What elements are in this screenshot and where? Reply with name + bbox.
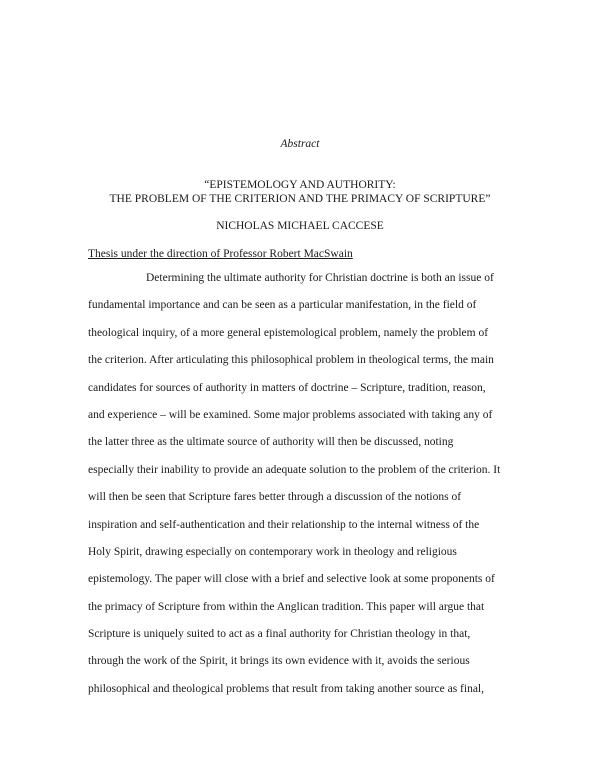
body-line: Determining the ultimate authority for Christian doctrine is both an issue of: [146, 272, 494, 284]
body-line: through the work of the Spirit, it brings its own evidence with it, avoids the serious: [88, 655, 470, 668]
body-line: the latter three as the ultimate source of authority will then be discussed, noting: [88, 436, 454, 449]
thesis-direction: Thesis under the direction of Professor Robert MacSwain: [88, 248, 353, 260]
body-line: the criterion. After articulating this philosophical problem in theological terms, the main: [88, 354, 494, 367]
body-line: will then be seen that Scripture fares better through a discussion of the notions of: [88, 491, 462, 504]
body-line: philosophical and theological problems that result from taking another source as final,: [88, 682, 485, 695]
body-line: inspiration and self-authentication and their relationship to the internal witness of the: [88, 518, 480, 531]
author-name: NICHOLAS MICHAEL CACCESE: [216, 220, 384, 232]
thesis-title: [0, 178, 600, 206]
thesis-title-line-2: THE PROBLEM OF THE CRITERION AND THE PRIMACY OF SCRIPTURE”: [109, 193, 491, 205]
body-line: fundamental importance and can be seen as a particular manifestation, in the field of: [88, 299, 477, 312]
thesis-title-line-1: “EPISTEMOLOGY AND AUTHORITY:: [204, 179, 396, 191]
abstract-heading: Abstract: [280, 138, 320, 150]
body-line: epistemology. The paper will close with a brief and selective look at some proponents of: [88, 573, 495, 586]
body-line: and experience – will be examined. Some major problems associated with taking any of: [88, 408, 493, 421]
body-line: the primacy of Scripture from within the Anglican tradition. This paper will argue that: [88, 600, 485, 613]
body-line: Holy Spirit, drawing especially on contemporary work in theology and religious: [88, 545, 457, 558]
body-line: candidates for sources of authority in matters of doctrine – Scripture, tradition, reason,: [88, 381, 486, 394]
body-line: Scripture is uniquely suited to act as a final authority for Christian theology in that,: [88, 628, 471, 641]
body-line: theological inquiry, of a more general epistemological problem, namely the problem of: [88, 326, 489, 339]
body-line: especially their inability to provide an adequate solution to the problem of the criterion. It: [88, 463, 501, 476]
abstract-body: [88, 271, 528, 709]
